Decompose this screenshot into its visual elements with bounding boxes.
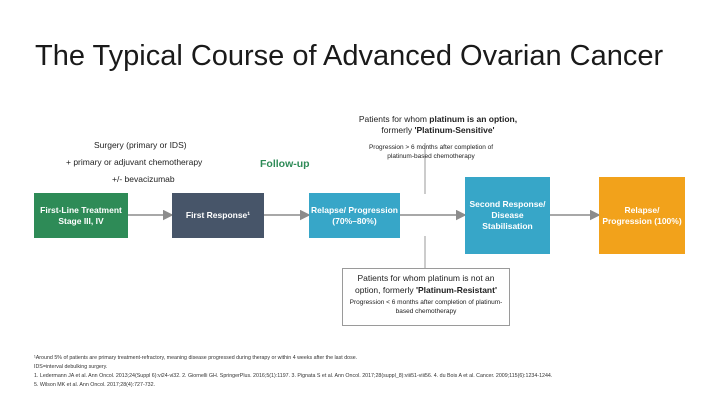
callout-platinum-sensitive (342, 111, 534, 143)
resistant-sub-note: Progression < 6 months after completion of platinum-based chemotherapy (349, 299, 503, 315)
box-first-response: First Response¹ (172, 193, 264, 238)
treatment-line-3: +/- bevacizumab (112, 174, 175, 184)
resistant-bold: 'Platinum-Resistant' (415, 285, 497, 295)
sensitive-bold-2: 'Platinum-Sensitive' (414, 125, 495, 135)
footnote-3: 1. Ledermann JA et al. Ann Oncol. 2013;24(Suppl 6):vi24-vi32. 2. Giornelli GH. SpringerPlus. 2016;5(1):1197. 3. Pignata S et al. Ann Oncol. 2017;28(suppl_8):viii51-viii56. 4. du Bois A et al. Cancer. 2009;115(6):1234-1244. (34, 373, 553, 379)
footnote-1: ¹Around 5% of patients are primary treatment-refractory, meaning disease progressed during therapy or within 4 weeks after the last dose. (34, 355, 358, 361)
sensitive-sub-note: Progression > 6 months after completion of platinum-based chemotherapy (368, 144, 494, 160)
resistant-prefix: Patients for whom platinum is not an option, formerly (355, 273, 495, 295)
sensitive-line-1 (342, 114, 534, 125)
follow-up-label: Follow-up (260, 158, 310, 170)
sensitive-line2-prefix: formerly (381, 125, 415, 135)
slide-title: The Typical Course of Advanced Ovarian Cancer (35, 40, 664, 72)
box-second-response: Second Response/ Disease Stabilisation (465, 177, 550, 254)
footnote-2: IDS=interval debulking surgery. (34, 364, 108, 370)
box-relapse-progression-1: Relapse/ Progression (70%–80%) (309, 193, 400, 238)
box-relapse-progression-2: Relapse/ Progression (100%) (599, 177, 685, 254)
box-first-line-treatment: First-Line Treatment Stage III, IV (34, 193, 128, 238)
callout-platinum-resistant (342, 268, 510, 326)
sensitive-prefix: Patients for whom (358, 114, 430, 124)
treatment-line-1: Surgery (primary or IDS) (94, 140, 187, 150)
sensitive-bold-1: platinum is an option, (429, 114, 518, 124)
footnote-4: 5. Wilson MK et al. Ann Oncol. 2017;28(4):727-732. (34, 382, 156, 388)
treatment-line-2: + primary or adjuvant chemotherapy (66, 157, 203, 167)
sensitive-line-2 (342, 125, 534, 136)
resistant-main-text (349, 272, 503, 296)
